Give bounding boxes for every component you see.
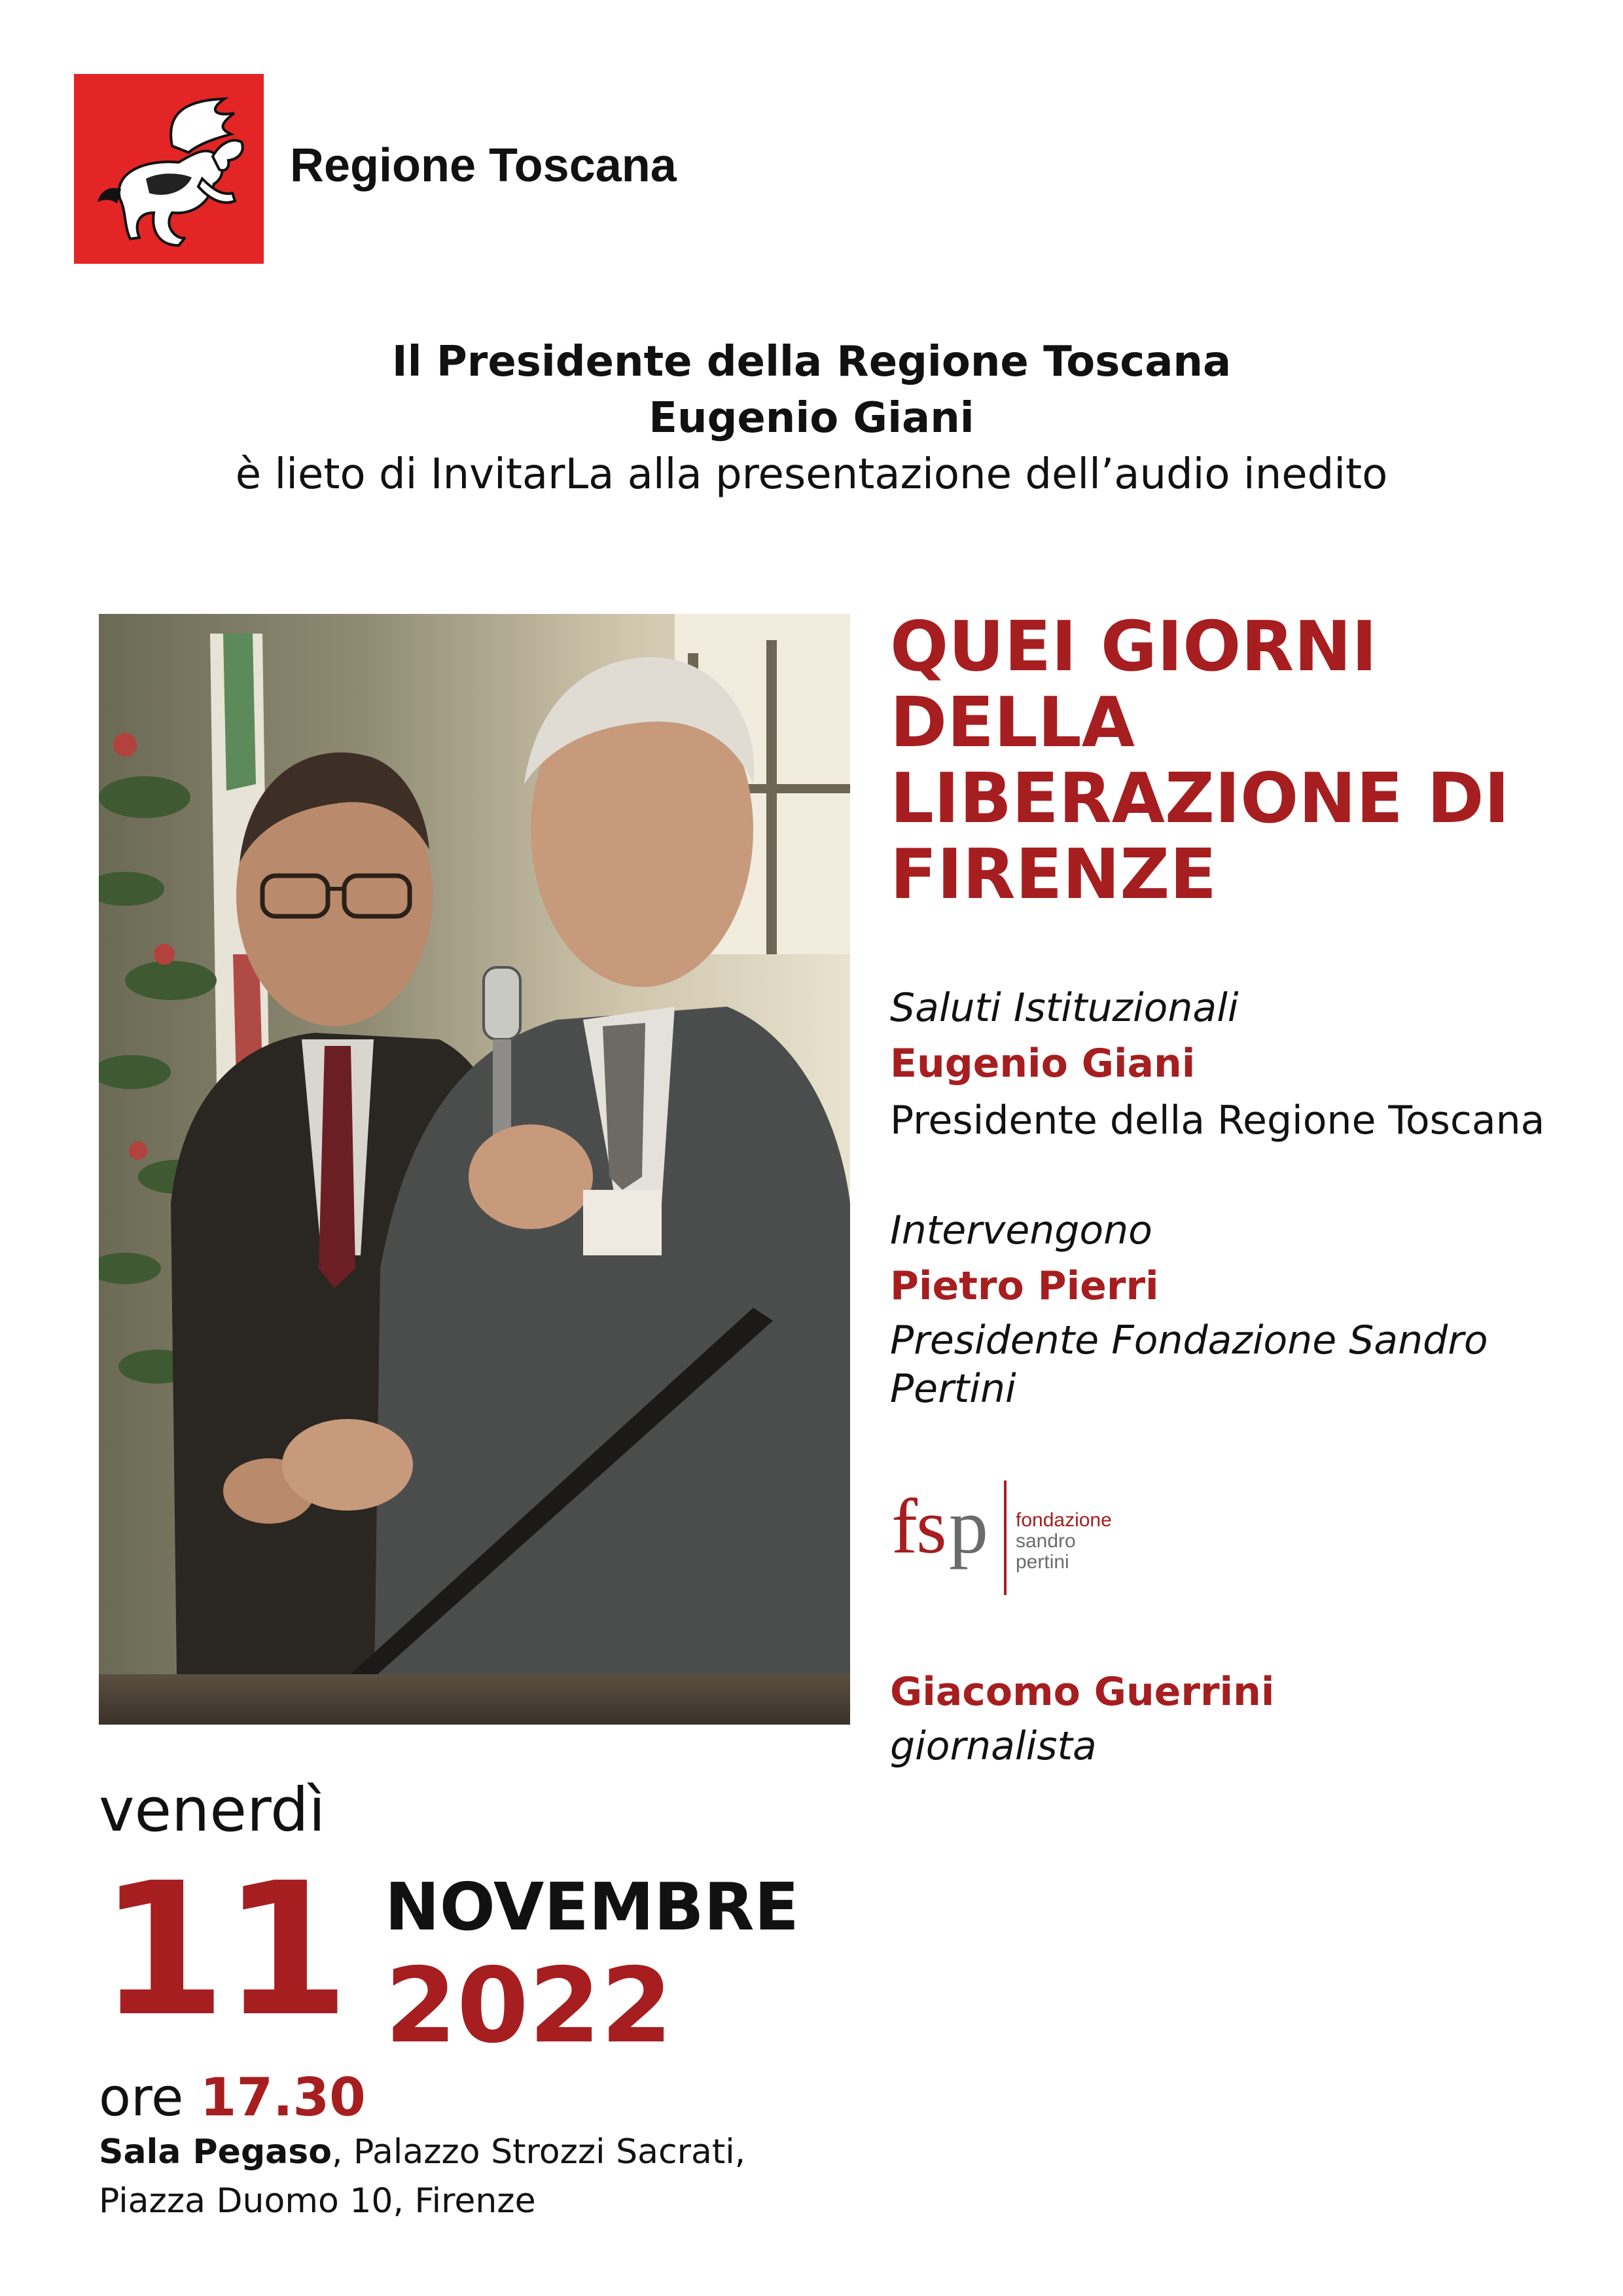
event-title-line-1: QUEI GIORNI (890, 607, 1378, 687)
regione-toscana-logo (74, 74, 264, 264)
time-value: 17.30 (200, 2067, 366, 2128)
event-title-line-3: LIBERAZIONE DI (890, 759, 1510, 838)
fsp-word-sandro: sandro (1016, 1530, 1076, 1552)
time-prefix: ore (99, 2067, 184, 2128)
speaker-2-name: Giacomo Guerrini (890, 1669, 1275, 1715)
speaker-2-role: giornalista (890, 1723, 1097, 1769)
fsp-letter-s: s (916, 1482, 947, 1570)
month: NOVEMBRE (385, 1869, 799, 1945)
day-number: 11 (99, 1844, 346, 2057)
speaker-1-role-line-2: Pertini (890, 1366, 1016, 1412)
event-time (99, 2067, 366, 2128)
pegasus-icon (74, 74, 264, 264)
fondazione-sandro-pertini-logo (891, 1480, 1127, 1598)
speakers-label: Intervengono (890, 1208, 1152, 1253)
fsp-word-fondazione: fondazione (1016, 1509, 1112, 1531)
speaker-1-name: Pietro Pierri (890, 1263, 1159, 1309)
brand-name: Regione Toscana (290, 139, 677, 192)
event-title-line-4: FIRENZE (890, 834, 1217, 914)
event-title-line-2: DELLA (890, 683, 1135, 762)
year: 2022 (385, 1946, 673, 2066)
intro-line-3: è lieto di InvitarLa alla presentazione dell’audio inedito (235, 450, 1388, 499)
intro-line-1: Il Presidente della Regione Toscana (391, 338, 1232, 386)
weekday: venerdì (99, 1775, 326, 1845)
speaker-1-role-line-1: Presidente Fondazione Sandro (890, 1318, 1488, 1363)
greetings-name: Eugenio Giani (890, 1041, 1196, 1086)
fsp-logo-mark (891, 1480, 1127, 1598)
intro-line-2: Eugenio Giani (649, 394, 974, 442)
venue-hall: Sala Pegaso (99, 2132, 332, 2172)
fsp-letter-f: f (891, 1482, 918, 1570)
venue-address-1: , Palazzo Strozzi Sacrati, (331, 2132, 746, 2172)
venue-line-2: Piazza Duomo 10, Firenze (99, 2181, 536, 2221)
fsp-word-pertini: pertini (1016, 1551, 1069, 1573)
fsp-letter-p: p (949, 1482, 988, 1570)
event-title (890, 609, 1597, 912)
venue-line-1 (99, 2132, 745, 2172)
event-photo (99, 614, 850, 1725)
photo-illustration (99, 614, 850, 1725)
greetings-label: Saluti Istituzionali (890, 985, 1239, 1031)
greetings-role: Presidente della Regione Toscana (890, 1098, 1545, 1143)
